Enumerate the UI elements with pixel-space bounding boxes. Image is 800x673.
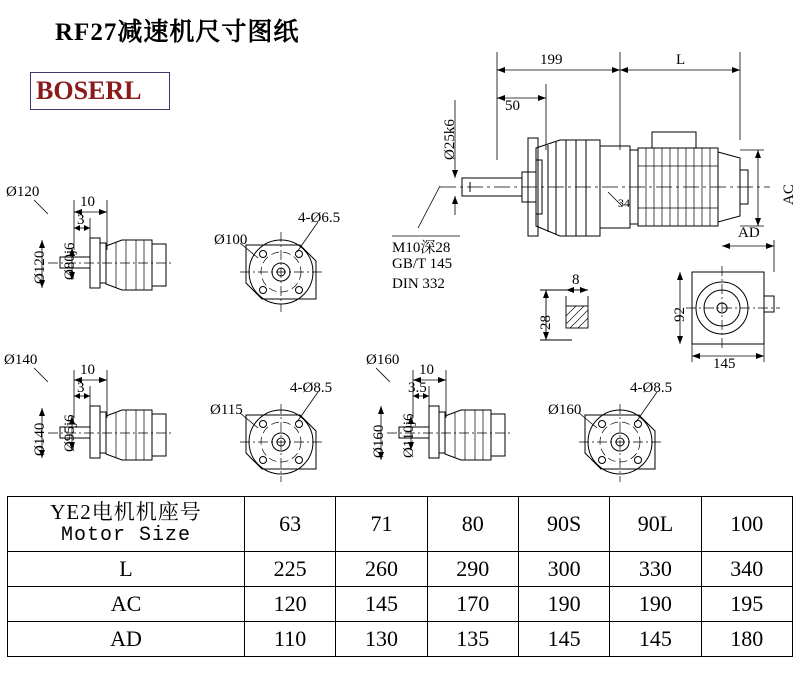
- table-size-1: 71: [336, 497, 427, 552]
- dim-step-10-1: 10: [80, 194, 95, 210]
- note-thread-3: DIN 332: [392, 276, 445, 292]
- table-cell-L-0: 225: [244, 552, 335, 587]
- table-cell-AC-1: 145: [336, 587, 427, 622]
- table-cell-AD-0: 110: [244, 622, 335, 657]
- label-pcd-1: Ø100: [214, 232, 248, 248]
- table-cell-AD-4: 145: [610, 622, 701, 657]
- table-row-label-AC: AC: [8, 587, 245, 622]
- table-cell-AD-5: 180: [701, 622, 792, 657]
- dim-key-28: 28: [538, 315, 554, 330]
- logo-text: BOSERL: [36, 76, 142, 105]
- dim-bore-a-1: Ø120: [32, 250, 48, 284]
- label-outer-dia-2: Ø140: [4, 352, 38, 368]
- table-row: [8, 622, 793, 657]
- note-thread-2: GB/T 145: [392, 256, 453, 272]
- dim-ad: AD: [738, 225, 760, 241]
- dim-50: 50: [505, 98, 520, 114]
- dim-step-3-2: 3: [77, 380, 85, 396]
- dim-step-10-2: 10: [80, 362, 95, 378]
- label-holes-2: 4-Ø8.5: [290, 380, 333, 396]
- table-cell-AC-3: 190: [518, 587, 609, 622]
- dim-34: 34: [618, 196, 630, 210]
- table-cell-L-4: 330: [610, 552, 701, 587]
- label-holes-3: 4-Ø8.5: [630, 380, 673, 396]
- table-cell-AC-5: 195: [701, 587, 792, 622]
- table-size-3: 90S: [518, 497, 609, 552]
- table-cell-AC-2: 170: [427, 587, 518, 622]
- table-header-label-cn: YE2电机机座号: [50, 500, 202, 525]
- spec-table: [7, 496, 793, 657]
- table-row-label-L: L: [8, 552, 245, 587]
- dim-199: 199: [540, 52, 563, 68]
- table-size-0: 63: [244, 497, 335, 552]
- dim-bore-b-1: Ø80j6: [62, 242, 78, 280]
- table-cell-L-1: 260: [336, 552, 427, 587]
- table-row: [8, 552, 793, 587]
- table-row-label-AD: AD: [8, 622, 245, 657]
- table-cell-AD-1: 130: [336, 622, 427, 657]
- dim-bore-a-2: Ø140: [32, 422, 48, 456]
- dim-key-8: 8: [572, 272, 580, 288]
- dim-92: 92: [672, 307, 688, 322]
- label-outer-dia-3: Ø160: [366, 352, 400, 368]
- dim-ac: AC: [781, 184, 797, 205]
- table-cell-AD-2: 135: [427, 622, 518, 657]
- table-cell-AD-3: 145: [518, 622, 609, 657]
- note-thread-1: M10深28: [392, 240, 451, 256]
- label-pcd-3: Ø160: [548, 402, 582, 418]
- dim-145: 145: [713, 356, 736, 372]
- dim-step-3-3: 3.5: [408, 380, 427, 396]
- dim-L: L: [676, 52, 686, 68]
- label-pcd-2: Ø115: [210, 402, 243, 418]
- table-size-5: 100: [701, 497, 792, 552]
- table-row: [8, 587, 793, 622]
- label-outer-dia-1: Ø120: [6, 184, 40, 200]
- page-title: RF27减速机尺寸图纸: [55, 19, 300, 46]
- dim-step-3-1: 3: [77, 212, 85, 228]
- table-cell-L-3: 300: [518, 552, 609, 587]
- table-cell-AC-4: 190: [610, 587, 701, 622]
- dim-bore-b-3: Ø110j6: [401, 413, 417, 458]
- dim-bore-a-3: Ø160: [371, 424, 387, 458]
- table-cell-L-5: 340: [701, 552, 792, 587]
- table-header-label: [8, 497, 245, 552]
- label-holes-1: 4-Ø6.5: [298, 210, 341, 226]
- table-header-label-en: Motor Size: [60, 523, 191, 547]
- dim-bore-b-2: Ø95j6: [62, 414, 78, 452]
- table-size-2: 80: [427, 497, 518, 552]
- table-size-4: 90L: [610, 497, 701, 552]
- table-cell-AC-0: 120: [244, 587, 335, 622]
- dim-shaft-dia: Ø25k6: [442, 119, 458, 160]
- dim-step-10-3: 10: [419, 362, 434, 378]
- table-cell-L-2: 290: [427, 552, 518, 587]
- table-row: [8, 497, 793, 552]
